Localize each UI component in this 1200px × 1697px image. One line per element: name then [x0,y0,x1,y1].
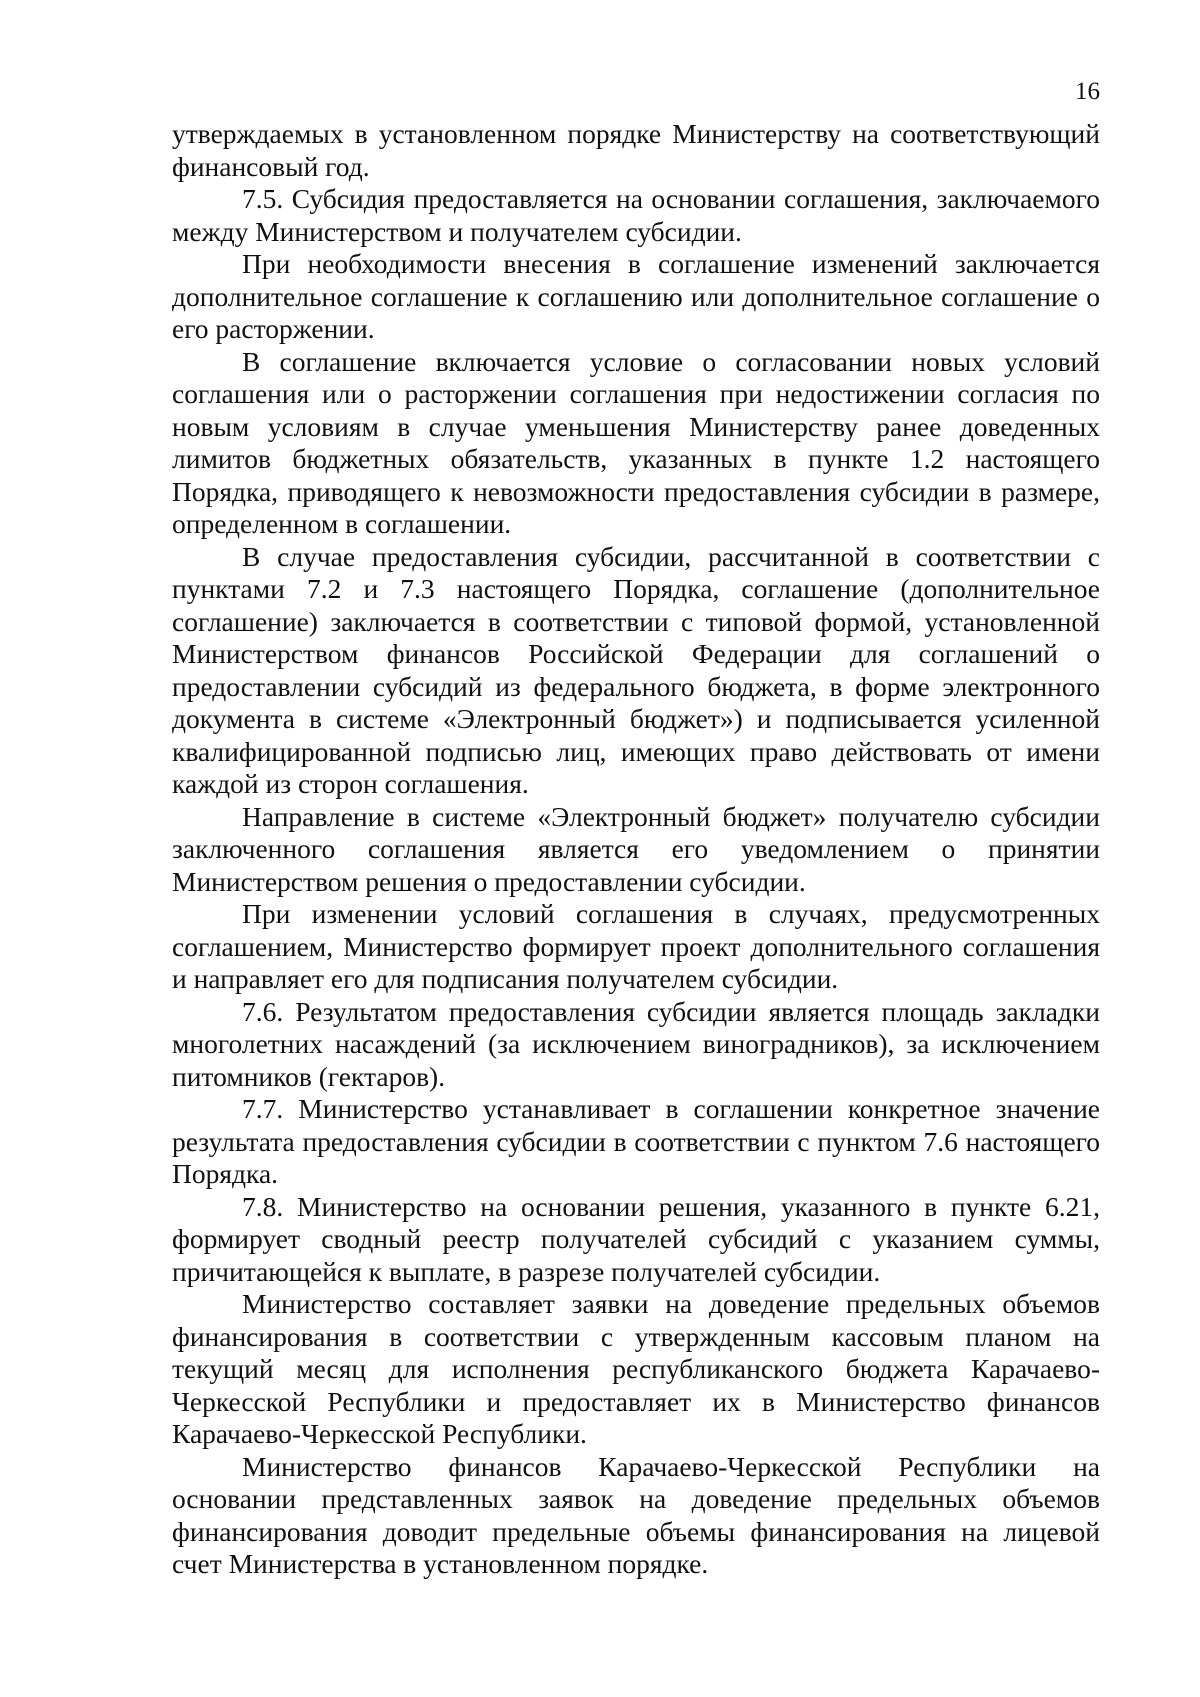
paragraph-funding-requests: Министерство составляет заявки на доведение предельных объемов финансирования в соответствии с утвержденным кассовым планом на текущий месяц для исполнения республиканского бюджета Карачаево-Черкесской Республики и предоставляет их в Министерство финансов Карачаево-Черкесской Республики. [172,1288,1100,1449]
paragraph-notification: Направление в системе «Электронный бюджет» получателю субсидии заключенного соглашения является его уведомлением о принятии Министерством решения о предоставлении субсидии. [172,800,1100,897]
paragraph-7-7: 7.7. Министерство устанавливает в соглашении конкретное значение результата предоставления субсидии в соответствии с пунктом 7.6 настоящего Порядка. [172,1093,1100,1189]
paragraph-7-5: 7.5. Субсидия предоставляется на основании соглашения, заключаемого между Министерством и получателем субсидии. [172,183,1100,247]
paragraph-typical-form: В случае предоставления субсидии, рассчитанной в соответствии с пунктами 7.2 и 7.3 настоящего Порядка, соглашение (дополнительное соглашение) заключается в соответствии с типовой формой, установленной Министерством финансов Российской Федерации для соглашений о предоставлении субсидий из федерального бюджета, в форме электронного документа в системе «Электронный бюджет») и подписывается усиленной квалифицированной подписью лиц, имеющих право действовать от имени каждой из сторон соглашения. [172,540,1100,799]
paragraph-7-8: 7.8. Министерство на основании решения, указанного в пункте 6.21, формирует сводный реестр получателей субсидий с указанием суммы, причитающейся к выплате, в разрезе получателей субсидии. [172,1190,1100,1287]
paragraph-ministry-finance: Министерство финансов Карачаево-Черкесской Республики на основании представленных заявок на доведение предельных объемов финансирования доводит предельные объемы финансирования на лицевой счет Министерства в установленном порядке. [172,1450,1100,1579]
paragraph-7-6: 7.6. Результатом предоставления субсидии является площадь закладки многолетних насаждений (за исключением виноградников), за исключением питомников (гектаров). [172,995,1100,1092]
document-body [172,118,1100,1581]
page-number: 16 [1075,78,1100,105]
paragraph-continuation: утверждаемых в установленном порядке Министерству на соответствующий финансовый год. [172,118,1100,182]
paragraph-new-conditions: В соглашение включается условие о согласовании новых условий соглашения или о расторжении соглашения при недостижении согласия по новым условиям в случае уменьшения Министерству ранее доведенных лимитов бюджетных обязательств, указанных в пункте 1.2 настоящего Порядка, приводящего к невозможности предоставления субсидии в размере, определенном в соглашении. [172,345,1100,539]
paragraph-amendment: При необходимости внесения в соглашение изменений заключается дополнительное соглашение к соглашению или дополнительное соглашение о его расторжении. [172,248,1100,344]
paragraph-changes: При изменении условий соглашения в случаях, предусмотренных соглашением, Министерство формирует проект дополнительного соглашения и направляет его для подписания получателем субсидии. [172,898,1100,994]
